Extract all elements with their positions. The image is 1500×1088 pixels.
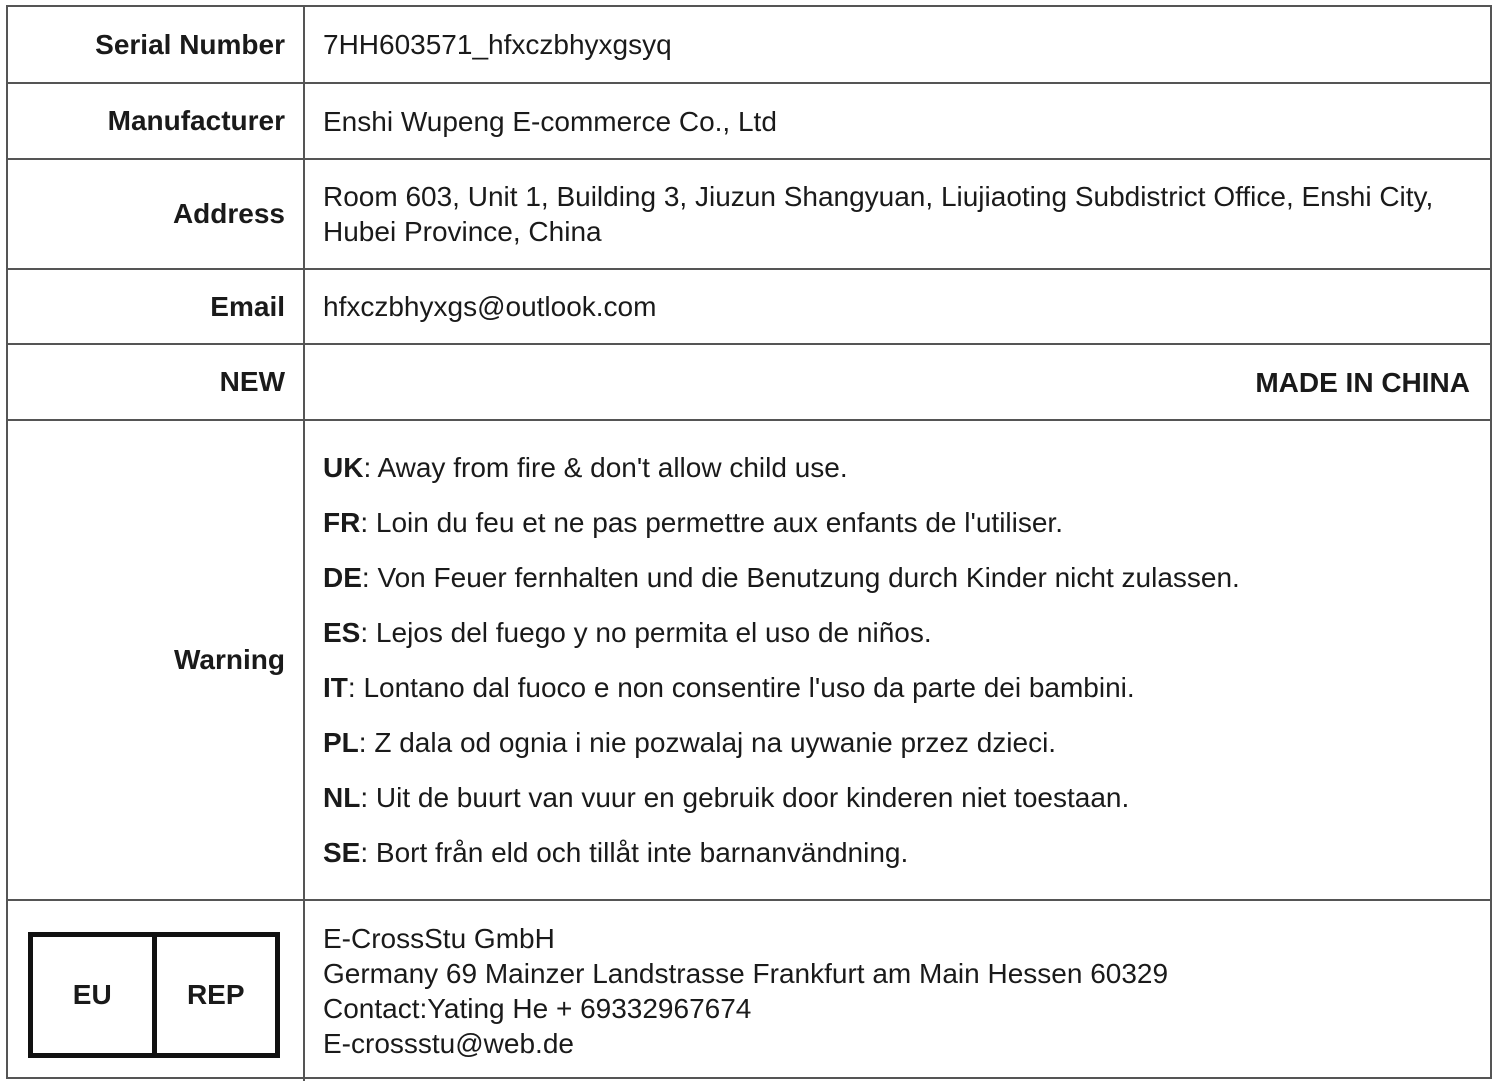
warning-lang-code: FR — [323, 507, 361, 538]
eu-rep-contact: Contact:Yating He + 69332967674 — [323, 993, 752, 1024]
eu-rep-details — [304, 900, 1490, 1081]
eu-rep-email: E-crossstu@web.de — [323, 1028, 574, 1059]
address-label: Address — [8, 159, 304, 269]
warning-text: : Z dala od ognia i nie pozwalaj na uywanie przez dzieci. — [358, 727, 1057, 758]
eu-rep-mark-cell — [8, 900, 304, 1081]
warning-list — [323, 450, 1470, 870]
warning-item — [323, 505, 1470, 540]
warning-lang-code: SE — [323, 837, 361, 868]
product-info-sheet — [6, 5, 1492, 1079]
serial-number-row — [8, 7, 1490, 83]
eu-rep-row — [8, 900, 1490, 1081]
warning-lang-code: UK — [323, 452, 364, 483]
eu-rep-company: E-CrossStu GmbH — [323, 923, 555, 954]
manufacturer-value: Enshi Wupeng E-commerce Co., Ltd — [304, 83, 1490, 159]
warning-lang-code: PL — [323, 727, 359, 758]
address-row — [8, 159, 1490, 269]
eu-rep-address: Germany 69 Mainzer Landstrasse Frankfurt am Main Hessen 60329 — [323, 958, 1169, 989]
eu-rep-mark — [28, 932, 280, 1058]
product-info-table — [8, 7, 1490, 1081]
warning-item — [323, 560, 1470, 595]
warning-item — [323, 780, 1470, 815]
condition-label: NEW — [8, 344, 304, 420]
warning-text: : Loin du feu et ne pas permettre aux enfants de l'utiliser. — [360, 507, 1063, 538]
serial-number-value: 7HH603571_hfxczbhyxgsyq — [304, 7, 1490, 83]
manufacturer-row — [8, 83, 1490, 159]
warning-item — [323, 725, 1470, 760]
manufacturer-label: Manufacturer — [8, 83, 304, 159]
condition-row — [8, 344, 1490, 420]
email-row — [8, 269, 1490, 344]
warning-text: : Uit de buurt van vuur en gebruik door kinderen niet toestaan. — [360, 782, 1130, 813]
origin-value: MADE IN CHINA — [304, 344, 1490, 420]
warning-text: : Lejos del fuego y no permita el uso de niños. — [360, 617, 932, 648]
warning-item — [323, 835, 1470, 870]
serial-number-label: Serial Number — [8, 7, 304, 83]
warning-text: : Von Feuer fernhalten und die Benutzung durch Kinder nicht zulassen. — [361, 562, 1240, 593]
warning-cell — [304, 420, 1490, 900]
warning-lang-code: NL — [323, 782, 361, 813]
email-value: hfxczbhyxgs@outlook.com — [304, 269, 1490, 344]
email-label: Email — [8, 269, 304, 344]
warning-row — [8, 420, 1490, 900]
warning-item — [323, 450, 1470, 485]
warning-item — [323, 615, 1470, 650]
warning-lang-code: ES — [323, 617, 361, 648]
warning-lang-code: IT — [323, 672, 348, 703]
eu-rep-mark-rep: REP — [186, 979, 245, 1010]
warning-label: Warning — [8, 420, 304, 900]
warning-text: : Away from fire & don't allow child use. — [363, 452, 848, 483]
eu-rep-mark-eu: EU — [33, 937, 157, 1053]
address-value: Room 603, Unit 1, Building 3, Jiuzun Shangyuan, Liujiaoting Subdistrict Office, Enshi City, Hubei Province, China — [304, 159, 1490, 269]
warning-text: : Lontano dal fuoco e non consentire l'uso da parte dei bambini. — [347, 672, 1135, 703]
warning-lang-code: DE — [323, 562, 362, 593]
warning-item — [323, 670, 1470, 705]
warning-text: : Bort från eld och tillåt inte barnanvändning. — [360, 837, 909, 868]
